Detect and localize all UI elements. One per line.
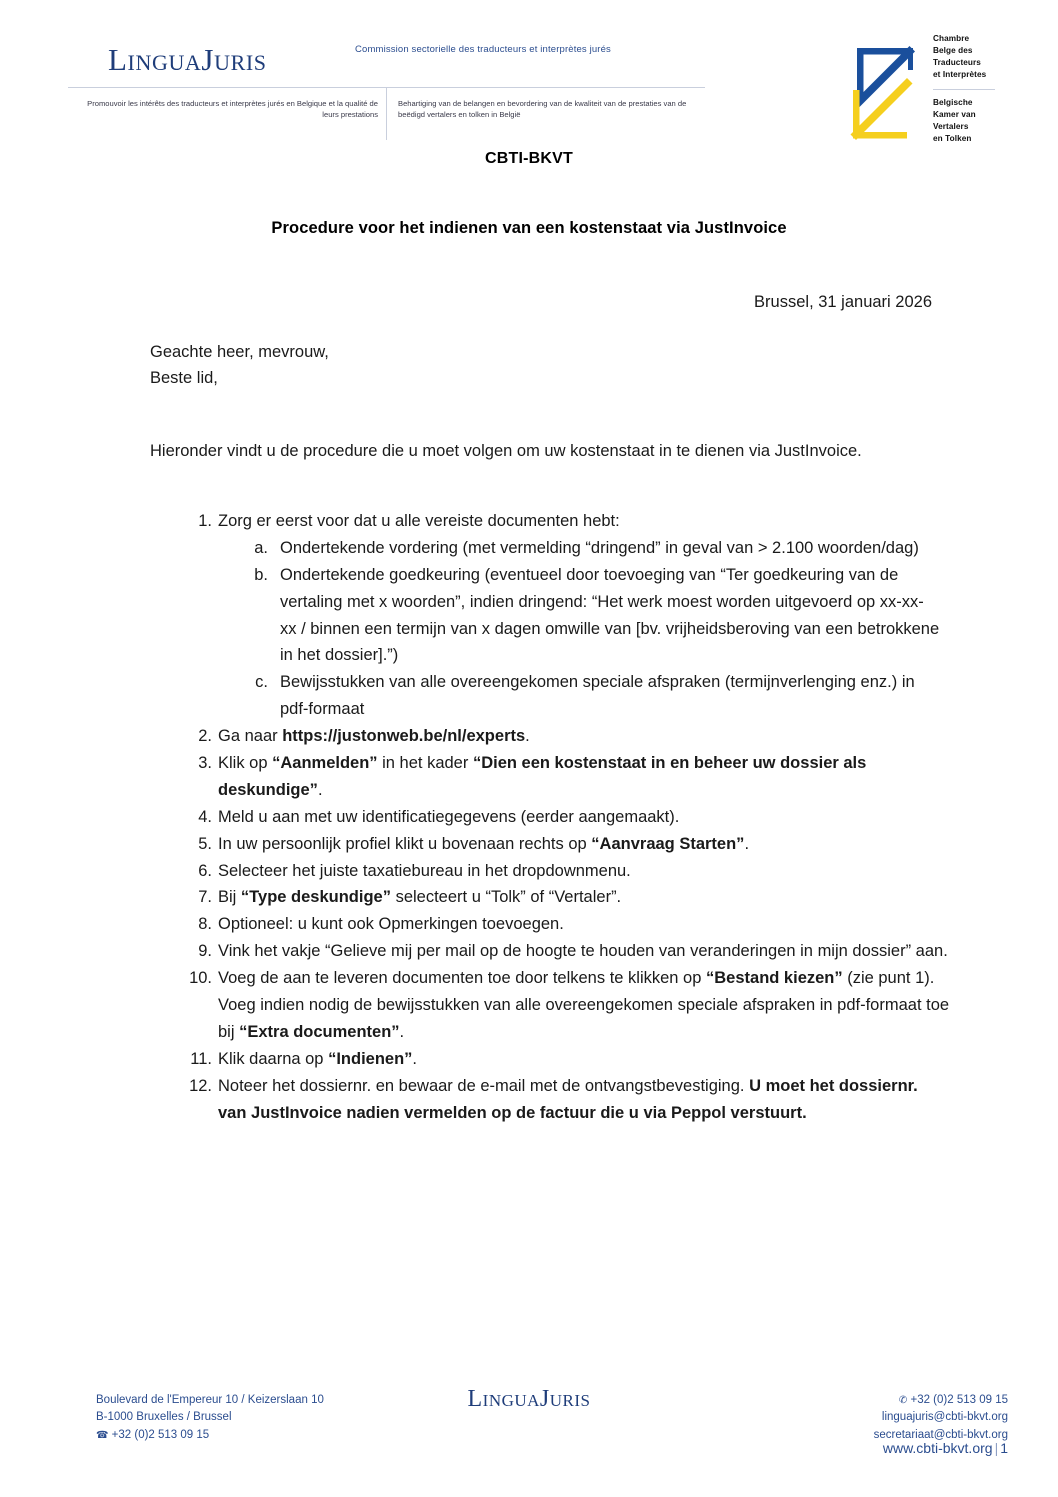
text-plain: . xyxy=(399,1022,405,1041)
page-footer xyxy=(0,1372,1058,1482)
list-item xyxy=(150,884,950,911)
list-marker: a. xyxy=(254,538,268,557)
text-plain: in het kader xyxy=(377,754,473,773)
text-emphasis: “Aanmelden” xyxy=(272,754,378,773)
list-marker: 9. xyxy=(198,942,212,961)
footer-contact-phone: +32 (0)2 513 09 15 xyxy=(910,1394,1008,1406)
list-item xyxy=(150,535,950,562)
list-marker: 8. xyxy=(198,915,212,934)
footer-contact-block xyxy=(874,1392,1008,1444)
list-item-text: Bewijsstukken van alle overeengekomen speciale afspraken (termijnverlenging enz.) in pdf-formaat xyxy=(280,673,915,719)
salutation xyxy=(150,340,329,391)
telephone-icon: ☎ xyxy=(96,1429,109,1441)
list-item xyxy=(150,1073,950,1127)
cbti-logo-divider xyxy=(927,30,928,156)
salutation-line-1: Geachte heer, mevrouw, xyxy=(150,343,329,361)
list-item-text xyxy=(218,750,950,804)
organisation-name: CBTI-BKVT xyxy=(484,150,573,167)
page-number: 1 xyxy=(1000,1440,1008,1456)
text-plain: selecteert u “Tolk” of “Vertaler”. xyxy=(390,888,622,907)
footer-address-line-1: Boulevard de l'Empereur 10 / Keizerslaan 10 xyxy=(96,1394,324,1406)
cbti-fr-line1: Chambre xyxy=(933,34,970,43)
list-marker: 12. xyxy=(189,1076,212,1095)
linguajuris-logo-footer: LinguaJuris xyxy=(467,1386,591,1412)
text-plain: In uw persoonlijk profiel klikt u bovenaan rechts op xyxy=(218,834,592,853)
list-item-text xyxy=(218,723,950,750)
text-plain: Klik op xyxy=(218,754,273,773)
date-line: Brussel, 31 januari 2026 xyxy=(754,293,932,311)
list-marker: 2. xyxy=(198,727,212,746)
cbti-fr-line4: et Interprètes xyxy=(933,70,987,80)
text-plain: . xyxy=(744,834,750,853)
list-item-text xyxy=(218,831,950,858)
text-plain: . xyxy=(317,780,323,799)
list-marker: 10. xyxy=(189,969,212,988)
list-item xyxy=(150,831,950,858)
list-item xyxy=(150,911,950,938)
list-item xyxy=(150,1046,950,1073)
footer-phone-row xyxy=(96,1427,324,1444)
list-item-text: Vink het vakje “Gelieve mij per mail op de hoogte te houden van veranderingen in mijn dossier” aan. xyxy=(218,942,948,961)
list-item-text xyxy=(218,1046,950,1073)
list-item xyxy=(150,562,950,670)
list-item xyxy=(150,723,950,750)
list-item-text xyxy=(218,884,950,911)
list-item-text: Selecteer het juiste taxatiebureau in het dropdownmenu. xyxy=(218,861,631,880)
footer-email-1[interactable]: linguajuris@cbti-bkvt.org xyxy=(881,1411,1008,1424)
cbti-fr-line3: Traducteurs xyxy=(933,58,981,68)
procedure-steps-list xyxy=(150,508,950,1126)
cbti-text-separator xyxy=(933,89,995,90)
linguajuris-logo-header: LinguaJuris xyxy=(108,42,267,77)
list-marker: 4. xyxy=(198,807,212,826)
footer-page-divider: | xyxy=(994,1440,999,1456)
cbti-nl-line1: Belgische xyxy=(933,97,973,107)
link-url[interactable]: https://justonweb.be/nl/experts xyxy=(282,727,526,746)
list-item xyxy=(150,804,950,831)
cbti-logo-text xyxy=(933,33,1011,145)
list-item-text: Zorg er eerst voor dat u alle vereiste documenten hebt: xyxy=(218,512,620,530)
text-emphasis: “Dien een kostenstaat in en beheer uw dossier als deskundige” xyxy=(218,754,867,799)
text-emphasis: “Bestand kiezen” xyxy=(706,969,843,988)
list-item-text: Ondertekende vordering (met vermelding “dringend” in geval van > 2.100 woorden/dag) xyxy=(280,538,919,557)
text-plain: Voeg de aan te leveren documenten toe door telkens te klikken op xyxy=(218,969,706,988)
list-marker: 3. xyxy=(198,754,212,773)
salutation-line-2: Beste lid, xyxy=(150,368,218,387)
list-item xyxy=(150,858,950,885)
commission-subtitle: Commission sectorielle des traducteurs et interprètes jurés xyxy=(355,44,611,55)
footer-website-row xyxy=(883,1440,1008,1456)
list-marker: c. xyxy=(255,673,268,692)
footer-website-link[interactable]: www.cbti-bkvt.org xyxy=(882,1440,993,1456)
text-emphasis: “Type deskundige” xyxy=(240,888,391,907)
cbti-bkvt-logo xyxy=(845,28,1008,156)
list-marker: b. xyxy=(254,565,268,584)
text-emphasis: U moet het dossiernr. van JustInvoice nadien vermelden op de factuur die u via Peppol verstuurt. xyxy=(218,1076,918,1122)
list-item xyxy=(150,938,950,965)
list-item xyxy=(150,965,950,1046)
page-header xyxy=(68,28,1008,148)
footer-contact-phone-row xyxy=(874,1392,1008,1409)
list-marker: 11. xyxy=(190,1049,212,1068)
text-plain: (zie punt 1). Voeg indien nodig de bewijsstukken van alle overeengekomen speciale afspraken in pdf-formaat toe bij xyxy=(218,969,950,1041)
text-plain: . xyxy=(412,1049,418,1068)
list-item-text xyxy=(218,965,950,1046)
page-title: Procedure voor het indienen van een kostenstaat via JustInvoice xyxy=(271,219,787,237)
list-marker: 6. xyxy=(198,861,212,880)
text-plain: Bij xyxy=(218,888,241,907)
list-item-text xyxy=(218,1073,950,1127)
list-item-text: Ondertekende goedkeuring (eventueel door toevoeging van “Ter goedkeuring van de vertaling met x woorden”, indien dringend: “Het werk moest worden uitgevoerd op xx-xx-xx / binnen een termijn van x dagen omwille van [bv. vrijheidsberoving van een betrokkene in het dossier].”) xyxy=(280,565,940,665)
list-marker: 1. xyxy=(198,512,212,530)
fax-icon: ✆ xyxy=(898,1395,908,1406)
list-item xyxy=(150,750,950,804)
list-marker: 5. xyxy=(198,834,212,853)
double-arrow-z-mark-icon xyxy=(845,30,921,156)
header-divider-vertical xyxy=(386,88,387,140)
text-plain: . xyxy=(525,727,530,746)
tagline-dutch: Behartiging van de belangen en bevordering van de kwaliteit van de prestaties van de beëdigd vertalers en tolken in België xyxy=(398,99,687,119)
list-marker: 7. xyxy=(198,888,212,907)
cbti-fr-line2: Belge des xyxy=(933,46,973,56)
text-plain: Ga naar xyxy=(218,727,283,746)
list-item-text: Meld u aan met uw identificatiegegevens (eerder aangemaakt). xyxy=(218,807,680,826)
cbti-nl-line2: Kamer van xyxy=(933,109,976,119)
text-emphasis: “Aanvraag Starten” xyxy=(591,834,745,853)
footer-phone: +32 (0)2 513 09 15 xyxy=(111,1428,210,1441)
text-plain: Klik daarna op xyxy=(218,1049,329,1068)
cbti-nl-line3: Vertalers xyxy=(933,121,969,131)
cbti-nl-line4: en Tolken xyxy=(933,133,972,143)
list-item xyxy=(150,508,950,535)
text-emphasis: “Extra documenten” xyxy=(239,1022,400,1041)
intro-paragraph: Hieronder vindt u de procedure die u moet volgen om uw kostenstaat in te dienen via JustInvoice. xyxy=(150,442,862,460)
footer-email-2[interactable]: secretariaat@cbti-bkvt.org xyxy=(873,1428,1008,1441)
list-item xyxy=(150,669,950,723)
text-emphasis: “Indienen” xyxy=(328,1049,413,1068)
tagline-french: Promouvoir les intérêts des traducteurs et interprètes jurés en Belgique et la qualité de leurs prestations xyxy=(87,99,378,119)
list-item-text: Optioneel: u kunt ook Opmerkingen toevoegen. xyxy=(218,915,564,934)
text-plain: Noteer het dossiernr. en bewaar de e-mail met de ontvangstbevestiging. xyxy=(218,1076,750,1095)
footer-address-line-2: B-1000 Bruxelles / Brussel xyxy=(96,1411,232,1424)
